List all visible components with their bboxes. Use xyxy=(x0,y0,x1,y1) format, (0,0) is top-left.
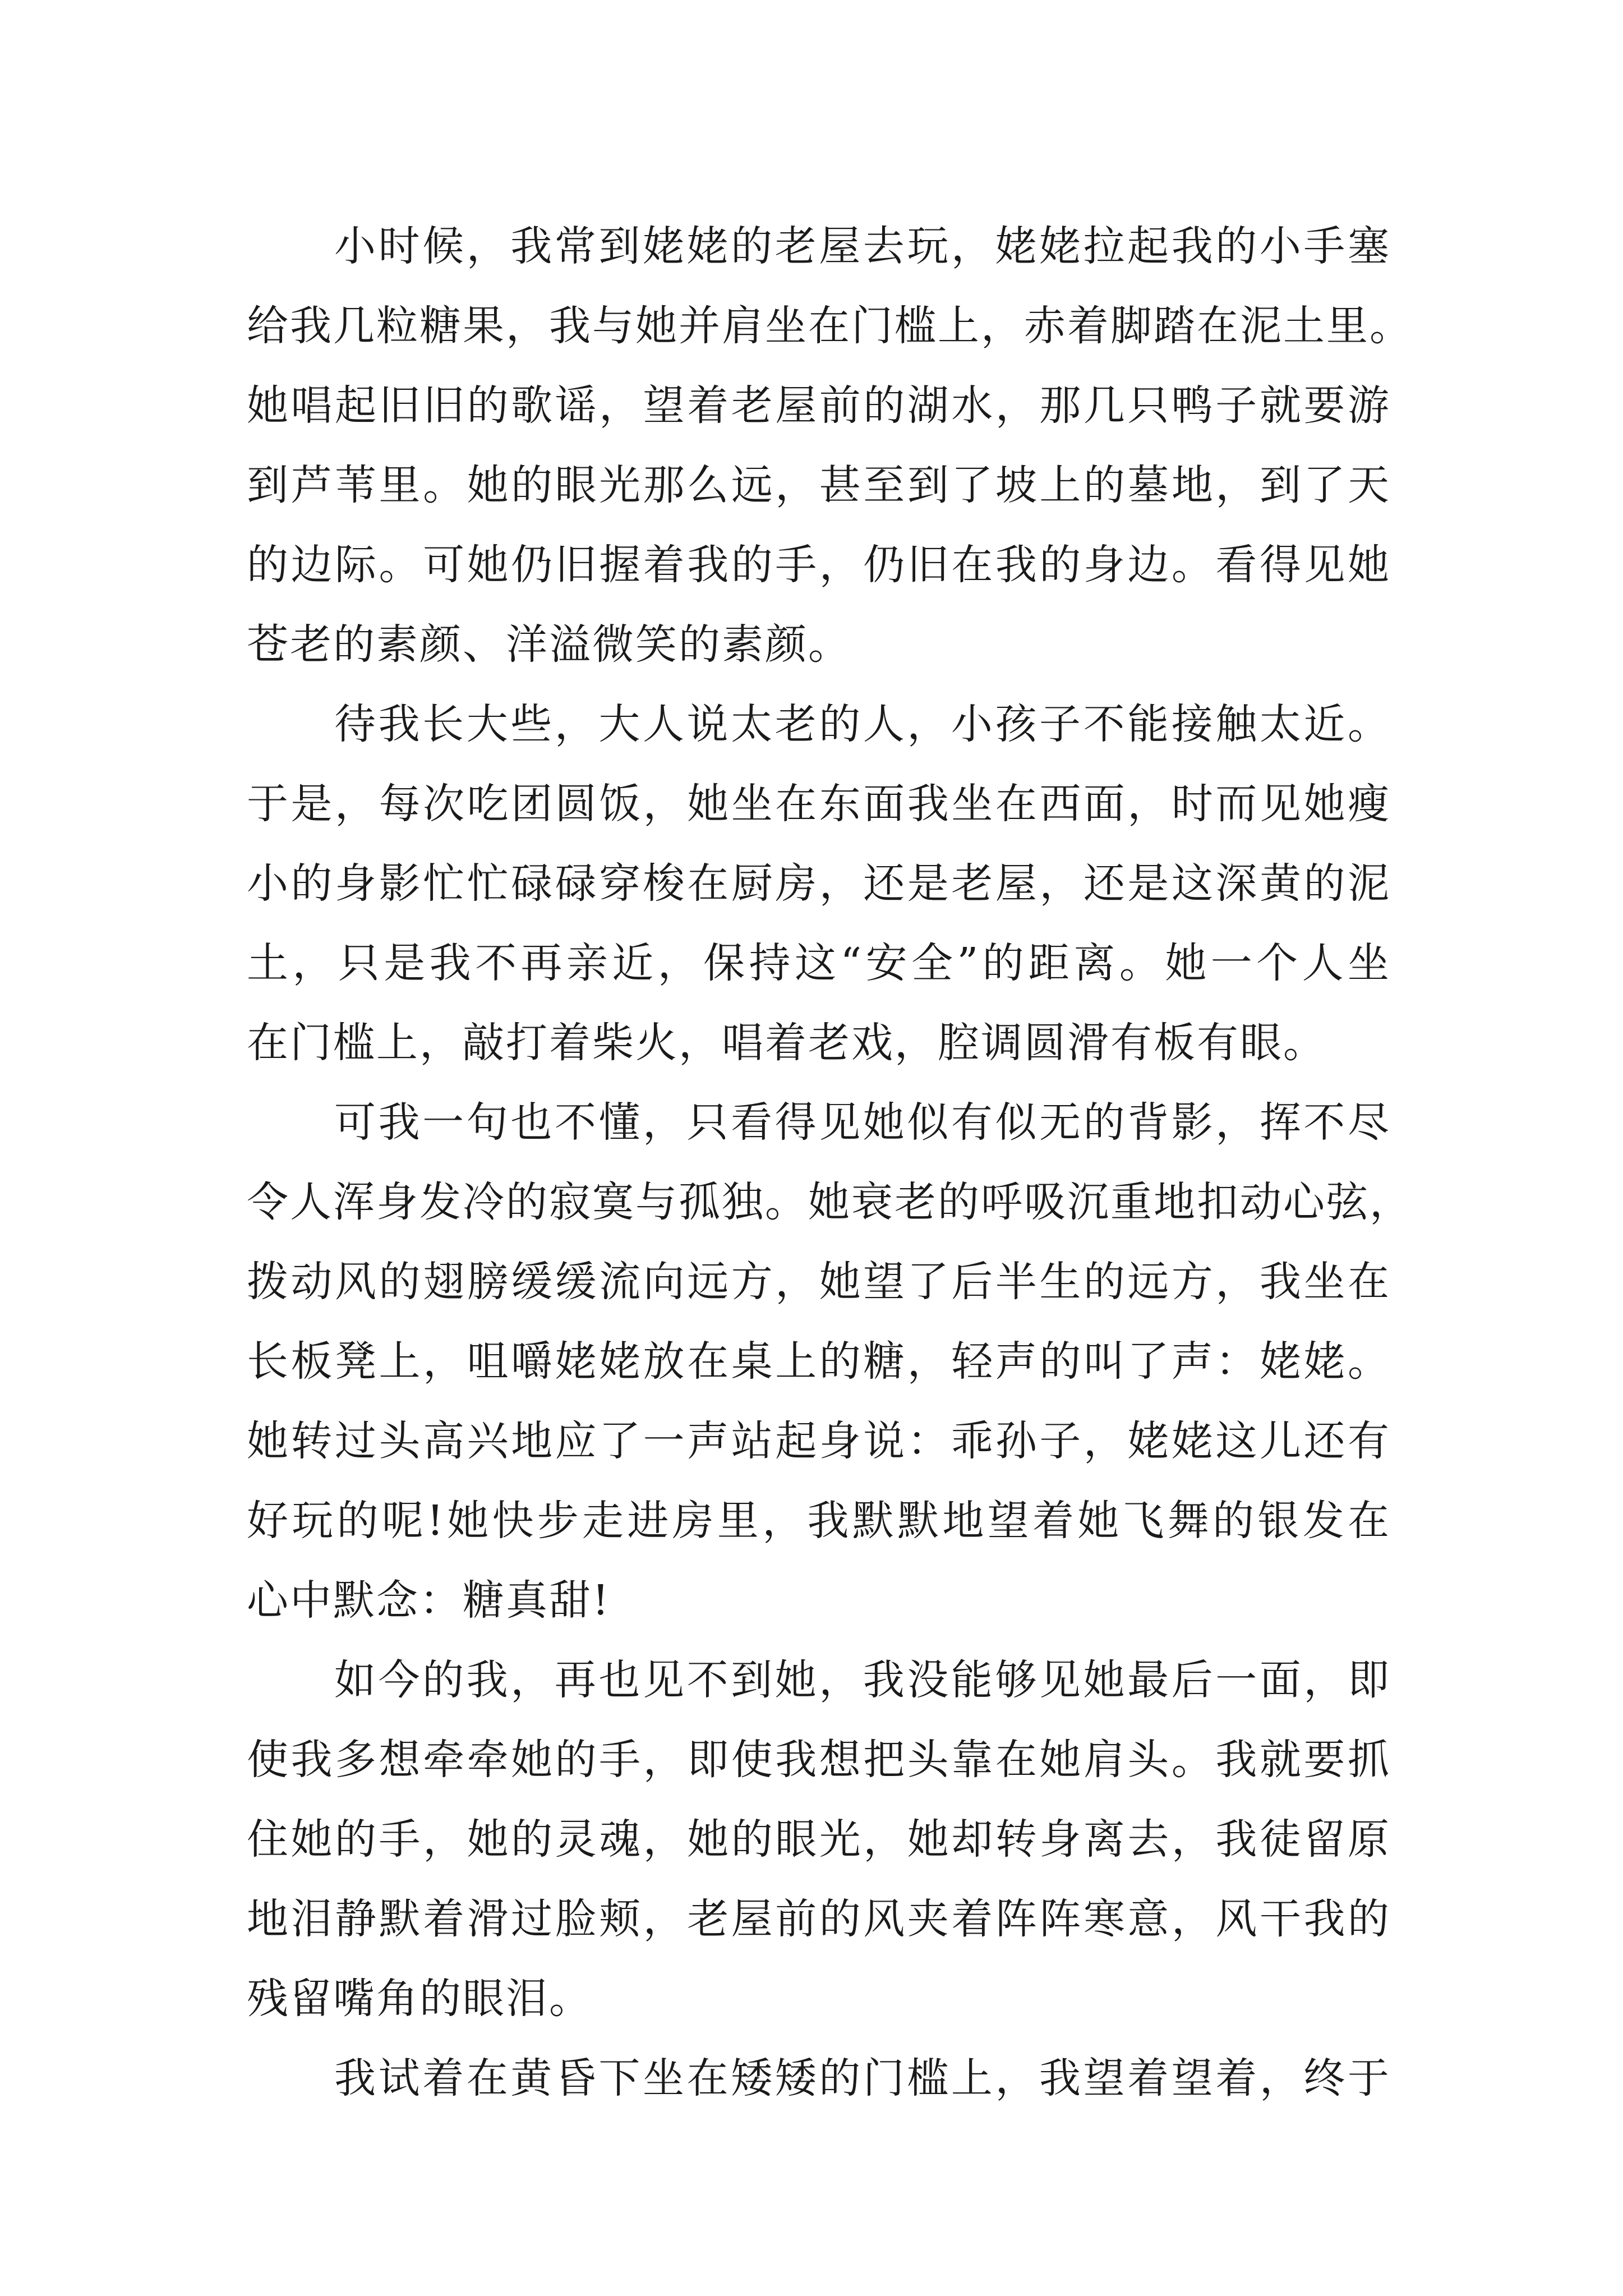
text-line: 令人浑身发冷的寂寞与孤独。她衰老的呼吸沉重地扣动心弦， xyxy=(247,1178,1413,1226)
text-line: 如今的我，再也见不到她，我没能够见她最后一面，即 xyxy=(334,1656,1391,1704)
text-line: 可我一句也不懂，只看得见她似有似无的背影，挥不尽 xyxy=(334,1098,1391,1147)
text-line: 住她的手，她的灵魂，她的眼光，她却转身离去，我徒留原 xyxy=(247,1815,1391,1864)
text-line: 心中默念：糖真甜! xyxy=(247,1576,611,1625)
text-line: 待我长大些，大人说太老的人，小孩子不能接触太近。 xyxy=(334,700,1391,748)
text-line: 好玩的呢!她快步走进房里，我默默地望着她飞舞的银发在 xyxy=(247,1497,1391,1545)
text-line: 小时候，我常到姥姥的老屋去玩，姥姥拉起我的小手塞 xyxy=(334,222,1391,270)
text-line: 拨动风的翅膀缓缓流向远方，她望了后半生的远方，我坐在 xyxy=(247,1258,1391,1306)
text-line: 地泪静默着滑过脸颊，老屋前的风夹着阵阵寒意，风干我的 xyxy=(247,1895,1391,1943)
text-line: 于是，每次吃团圆饭，她坐在东面我坐在西面，时而见她瘦 xyxy=(247,780,1391,828)
text-line: 给我几粒糖果，我与她并肩坐在门槛上，赤着脚踏在泥土里。 xyxy=(247,302,1413,350)
text-line: 土，只是我不再亲近，保持这“安全”的距离。她一个人坐 xyxy=(247,939,1391,987)
text-line: 在门槛上，敲打着柴火，唱着老戏，腔调圆滑有板有眼。 xyxy=(247,1019,1326,1067)
text-line: 她转过头高兴地应了一声站起身说：乖孙子，姥姥这儿还有 xyxy=(247,1417,1391,1465)
document-body xyxy=(247,206,1413,2118)
text-line: 残留嘴角的眼泪。 xyxy=(247,1975,592,2023)
text-line: 的边际。可她仍旧握着我的手，仍旧在我的身边。看得见她 xyxy=(247,541,1391,589)
text-line: 小的身影忙忙碌碌穿梭在厨房，还是老屋，还是这深黄的泥 xyxy=(247,859,1391,908)
text-line: 我试着在黄昏下坐在矮矮的门槛上，我望着望着，终于 xyxy=(334,2054,1391,2102)
text-line: 使我多想牵牵她的手，即使我想把头靠在她肩头。我就要抓 xyxy=(247,1736,1391,1784)
text-line: 她唱起旧旧的歌谣，望着老屋前的湖水，那几只鸭子就要游 xyxy=(247,381,1391,430)
text-line: 长板凳上，咀嚼姥姥放在桌上的糖，轻声的叫了声：姥姥。 xyxy=(247,1337,1391,1386)
text-line: 苍老的素颜、洋溢微笑的素颜。 xyxy=(247,620,851,669)
text-line: 到芦苇里。她的眼光那么远，甚至到了坡上的墓地，到了天 xyxy=(247,461,1391,509)
